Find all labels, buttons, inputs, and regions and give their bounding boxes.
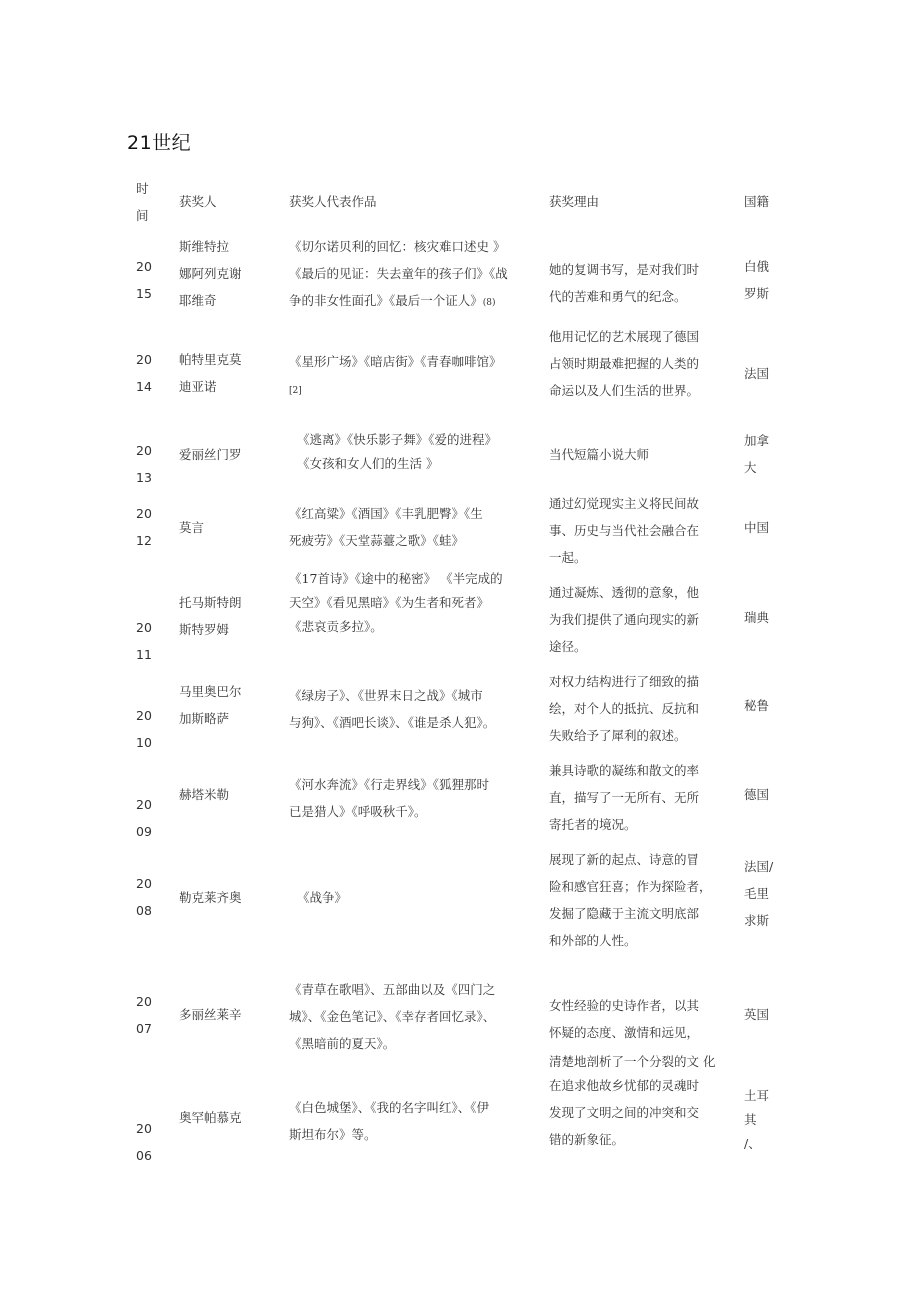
row-nationality: 秘鲁 xyxy=(744,698,770,713)
row-winner: 勒克莱齐奥 xyxy=(179,890,242,905)
works-text: 《星形广场》《暗店街》《青春咖啡馆》 xyxy=(289,354,502,369)
header-winner: 获奖人 xyxy=(179,194,217,209)
row-nationality: 加拿 大 xyxy=(744,433,770,475)
row-works xyxy=(289,348,502,405)
row-winner: 奥罕帕慕克 xyxy=(179,1110,242,1125)
row-year: 20 14 xyxy=(136,352,152,394)
row-nationality: 法国/ 毛里 求斯 xyxy=(744,859,774,928)
header-reason: 获奖理由 xyxy=(549,194,600,209)
row-winner: 马里奥巴尔 加斯略萨 xyxy=(179,684,242,726)
row-works: 《战争》 xyxy=(297,890,348,905)
row-year: 20 09 xyxy=(136,797,152,839)
row-reason: 对权力结构进行了细致的描 绘，对个人的抵抗、反抗和 失败给予了犀利的叙述。 xyxy=(549,674,700,743)
header-nationality: 国籍 xyxy=(744,194,770,209)
row-nationality: 德国 xyxy=(744,787,770,802)
row-reason: 展现了新的起点、诗意的冒 险和感官狂喜；作为探险者， 发掘了隐藏于主流文明底部 和外部的人性。 xyxy=(549,852,712,948)
row-works: 《青草在歌唱》、五部曲以及《四门之 城》、《金色笔记》、《幸存者回忆录》、 《黑暗前的夏天》。 xyxy=(289,982,496,1051)
row-works: 《河水奔流》《行走界线》《狐狸那时 已是猎人》《呼吸秋千》。 xyxy=(289,777,490,819)
row-reason: 女性经验的史诗作者，以其 怀疑的态度、激情和远见， xyxy=(549,998,700,1040)
row-year: 20 10 xyxy=(136,708,152,750)
row-works: 《红高粱》《酒国》《丰乳肥臀》《生 死疲劳》《天堂蒜薹之歌》《蛙》 xyxy=(289,506,483,548)
section-title: 21世纪 xyxy=(127,132,192,154)
row-reason-a: 清楚地剖析了一个分裂的文 化 在追求他故乡忧郁的灵魂时 xyxy=(549,1054,716,1093)
row-winner: 莫言 xyxy=(179,520,205,535)
row-winner: 多丽丝莱辛 xyxy=(179,1007,242,1022)
row-winner: 帕特里克莫 迪亚诺 xyxy=(179,352,242,394)
row-year: 20 08 xyxy=(136,876,152,918)
row-works xyxy=(289,233,508,317)
row-nationality: 英国 xyxy=(744,1007,770,1022)
row-reason: 她的复调书写，是对我们时 代的苦难和勇气的纪念。 xyxy=(549,262,700,304)
row-works: 《逃离》《快乐影子舞》《爱的进程》 《女孩和女人们的生活 》 xyxy=(297,432,498,471)
row-winner: 赫塔米勒 xyxy=(179,787,230,802)
row-nationality: 中国 xyxy=(744,520,770,535)
row-reason-b: 发现了文明之间的冲突和交 错的新象征。 xyxy=(549,1105,700,1147)
row-year: 20 11 xyxy=(136,620,152,662)
row-year: 20 07 xyxy=(136,994,152,1036)
row-nationality: 瑞典 xyxy=(744,610,770,625)
row-nationality: 法国 xyxy=(744,366,770,381)
row-nationality: 土耳 其 /、 xyxy=(744,1088,770,1151)
row-works: 《绿房子》、《世界末日之战》《城市 与狗》、《酒吧长谈》、《谁是杀人犯》。 xyxy=(289,688,496,730)
row-reason: 他用记忆的艺术展现了德国 占领时期最难把握的人类的 命运以及人们生活的世界。 xyxy=(549,329,700,398)
row-reason: 当代短篇小说大师 xyxy=(549,447,650,462)
row-year: 20 15 xyxy=(136,259,152,301)
row-reason: 通过幻觉现实主义将民间故 事、历史与当代社会融合在 一起。 xyxy=(549,496,700,565)
row-winner: 斯维特拉 娜阿列克谢 耶维奇 xyxy=(179,239,242,308)
footnote-ref: [2] xyxy=(289,386,302,396)
row-works: 《17首诗》《途中的秘密》 《半完成的 天空》《看见黑暗》《为生者和死者》 《悲哀贡多拉》。 xyxy=(289,571,503,634)
works-text: 《切尔诺贝利的回忆：核灾难口述史 》 《最后的见证：失去童年的孩子们》《战 争的非女性面孔》《最后一个证人》 xyxy=(289,239,508,308)
row-works: 《白色城堡》、《我的名字叫红》、《伊 斯坦布尔》等。 xyxy=(289,1100,490,1142)
header-works: 获奖人代表作品 xyxy=(289,194,377,209)
row-year: 20 12 xyxy=(136,506,152,548)
footnote-ref: (8) xyxy=(482,298,496,308)
header-year: 时 间 xyxy=(136,181,149,223)
row-reason: 通过凝炼、透彻的意象，他 为我们提供了通向现实的新 途径。 xyxy=(549,585,700,654)
row-winner: 托马斯特朗 斯特罗姆 xyxy=(179,595,242,637)
row-winner: 爱丽丝门罗 xyxy=(179,447,242,462)
row-nationality: 白俄 罗斯 xyxy=(744,259,770,301)
row-reason: 兼具诗歌的凝练和散文的率 直，描写了一无所有、无所 寄托者的境况。 xyxy=(549,763,700,832)
row-year: 20 06 xyxy=(136,1121,152,1163)
row-year: 20 13 xyxy=(136,443,152,485)
